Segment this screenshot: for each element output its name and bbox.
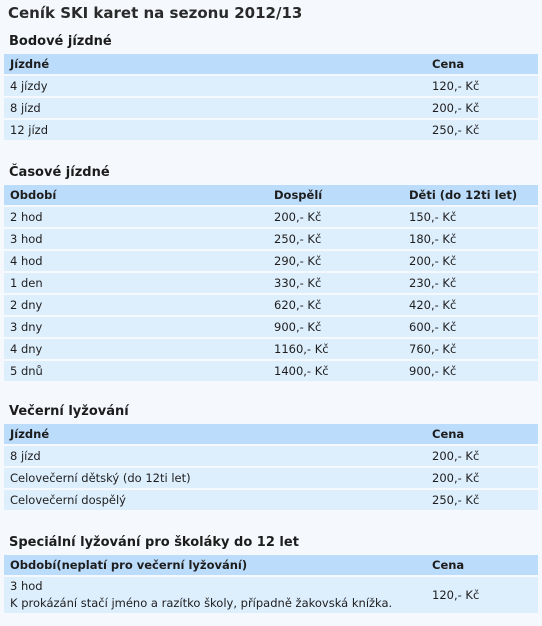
section-time-rides [4, 163, 538, 383]
price-cell: 600,- Kč [403, 317, 538, 337]
price-table [4, 553, 538, 615]
table-cell: 8 jízd [4, 446, 426, 466]
price-cell: 420,- Kč [403, 295, 538, 315]
table-row [4, 207, 538, 227]
table-cell: Celovečerní dospělý [4, 490, 426, 510]
table-cell: 4 hod [4, 251, 268, 271]
section-evening-skiing [4, 402, 538, 512]
section-heading: Speciální lyžování pro školáky do 12 let [9, 535, 299, 550]
section-heading: Časové jízdné [9, 165, 110, 180]
note-text: K prokázání stačí jméno a razítko školy, případně žakovská knížka. [10, 596, 393, 610]
table-header-row [4, 555, 538, 575]
price-cell: 330,- Kč [268, 273, 403, 293]
section-school-skiing [4, 533, 538, 615]
price-cell: 250,- Kč [426, 120, 538, 140]
column-header: Děti (do 12ti let) [403, 185, 538, 205]
price-cell: 230,- Kč [403, 273, 538, 293]
price-table [4, 183, 538, 383]
table-row [4, 446, 538, 466]
table-row [4, 577, 538, 613]
price-cell: 200,- Kč [426, 98, 538, 118]
table-row [4, 98, 538, 118]
table-cell: 2 dny [4, 295, 268, 315]
price-cell: 150,- Kč [403, 207, 538, 227]
column-header: Cena [426, 555, 538, 575]
price-cell: 250,- Kč [268, 229, 403, 249]
period-label: 3 hod [10, 579, 43, 593]
price-cell: 200,- Kč [426, 468, 538, 488]
table-cell: 3 dny [4, 317, 268, 337]
table-cell: 1 den [4, 273, 268, 293]
column-header: Cena [426, 54, 538, 74]
price-cell: 900,- Kč [403, 361, 538, 381]
price-cell: 1160,- Kč [268, 339, 403, 359]
table-row [4, 295, 538, 315]
price-cell: 180,- Kč [403, 229, 538, 249]
table-cell: 8 jízd [4, 98, 426, 118]
table-row [4, 76, 538, 96]
column-header: Období(neplatí pro večerní lyžování) [4, 555, 426, 575]
table-row [4, 339, 538, 359]
table-header-row [4, 54, 538, 74]
column-header: Dospělí [268, 185, 403, 205]
price-cell: 200,- Kč [426, 446, 538, 466]
table-row [4, 251, 538, 271]
section-point-rides [4, 32, 538, 142]
column-header: Jízdné [4, 54, 426, 74]
price-cell: 200,- Kč [268, 207, 403, 227]
table-row [4, 317, 538, 337]
table-cell: Celovečerní dětský (do 12ti let) [4, 468, 426, 488]
section-heading: Večerní lyžování [9, 404, 129, 419]
table-row [4, 229, 538, 249]
page-title: Ceník SKI karet na sezonu 2012/13 [8, 4, 303, 22]
table-row [4, 468, 538, 488]
price-cell: 120,- Kč [426, 577, 538, 613]
table-row [4, 361, 538, 381]
price-table [4, 52, 538, 142]
table-cell: 2 hod [4, 207, 268, 227]
table-header-row [4, 185, 538, 205]
table-cell: 4 dny [4, 339, 268, 359]
table-cell: 12 jízd [4, 120, 426, 140]
table-row [4, 490, 538, 510]
price-cell: 200,- Kč [403, 251, 538, 271]
table-row [4, 120, 538, 140]
table-header-row [4, 424, 538, 444]
column-header: Cena [426, 424, 538, 444]
price-cell: 900,- Kč [268, 317, 403, 337]
table-cell [4, 577, 426, 613]
table-cell: 4 jízdy [4, 76, 426, 96]
price-cell: 1400,- Kč [268, 361, 403, 381]
price-table [4, 422, 538, 512]
section-heading: Bodové jízdné [9, 34, 112, 49]
price-cell: 620,- Kč [268, 295, 403, 315]
price-cell: 120,- Kč [426, 76, 538, 96]
column-header: Jízdné [4, 424, 426, 444]
column-header: Období [4, 185, 268, 205]
table-row [4, 273, 538, 293]
table-cell: 5 dnů [4, 361, 268, 381]
price-cell: 250,- Kč [426, 490, 538, 510]
price-cell: 760,- Kč [403, 339, 538, 359]
price-cell: 290,- Kč [268, 251, 403, 271]
table-cell: 3 hod [4, 229, 268, 249]
